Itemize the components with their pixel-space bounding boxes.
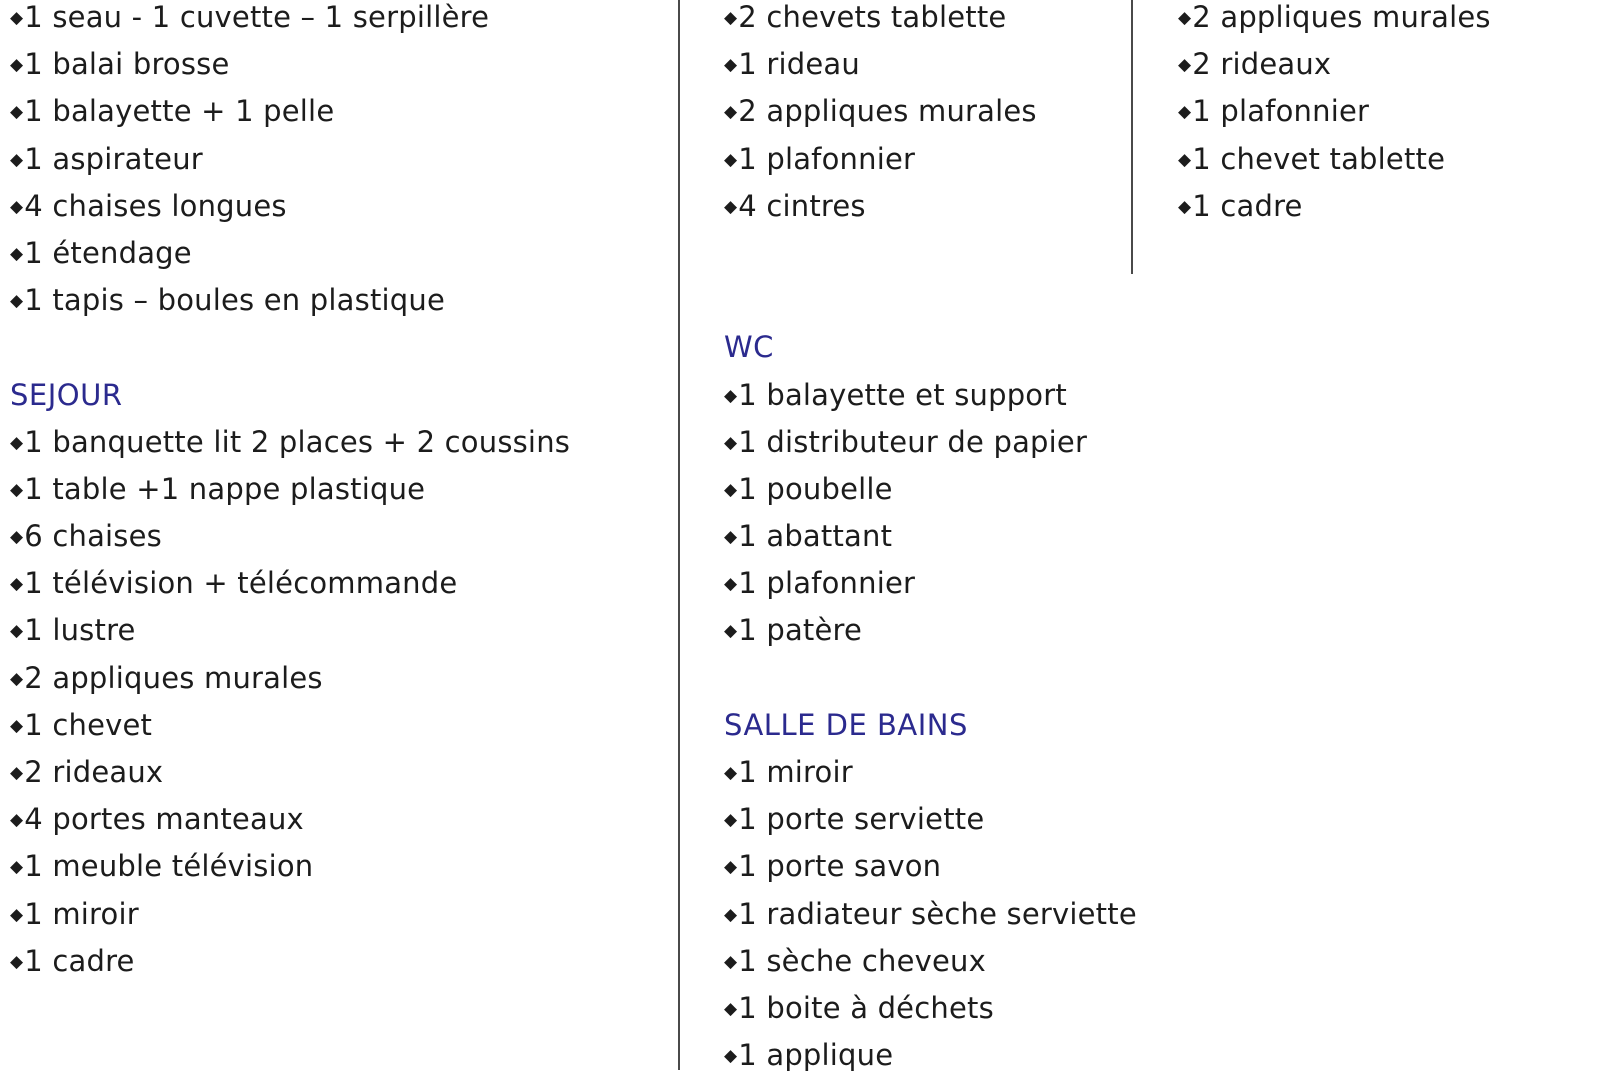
bedroom-items-list	[724, 0, 1124, 230]
bullet-icon: ◆	[724, 810, 738, 831]
bullet-icon: ◆	[10, 951, 24, 972]
list-item: ◆1 radiateur sèche serviette	[724, 896, 1137, 931]
bullet-icon: ◆	[724, 385, 738, 406]
section-title-sejour: SEJOUR	[10, 377, 123, 412]
bullet-icon: ◆	[10, 621, 24, 642]
inventory-column-2	[724, 0, 1137, 1079]
list-item: ◆1 étendage	[10, 235, 192, 270]
wc-items-list	[724, 372, 1124, 655]
bullet-icon: ◆	[10, 668, 24, 689]
bullet-icon: ◆	[10, 432, 24, 453]
bullet-icon: ◆	[1178, 149, 1192, 170]
column-divider-right	[1131, 0, 1133, 274]
bullet-icon: ◆	[724, 55, 738, 76]
list-item: ◆1 télévision + télécommande	[10, 566, 458, 601]
bullet-icon: ◆	[724, 904, 738, 925]
bullet-icon: ◆	[10, 196, 24, 217]
bullet-icon: ◆	[724, 951, 738, 972]
salle-de-bains-items-list	[724, 749, 1137, 1079]
list-item: ◆1 lustre	[10, 613, 136, 648]
list-item: ◆1 seau - 1 cuvette – 1 serpillère	[10, 0, 490, 34]
list-item: ◆4 portes manteaux	[10, 802, 304, 837]
list-item: ◆1 aspirateur	[10, 141, 203, 176]
bullet-icon: ◆	[10, 763, 24, 783]
list-item: ◆2 rideaux	[1178, 47, 1332, 82]
bullet-icon: ◆	[10, 527, 24, 548]
bullet-icon: ◆	[10, 8, 24, 28]
bullet-icon: ◆	[10, 291, 24, 312]
list-item: ◆4 chaises longues	[10, 188, 287, 223]
bullet-icon: ◆	[10, 102, 24, 123]
bullet-icon: ◆	[724, 196, 738, 217]
bullet-icon: ◆	[1178, 8, 1192, 28]
list-item: ◆1 boite à déchets	[724, 990, 994, 1025]
list-item: ◆1 poubelle	[724, 471, 893, 506]
list-item: ◆1 sèche cheveux	[724, 943, 986, 978]
bullet-icon: ◆	[724, 8, 738, 28]
list-item: ◆1 tapis – boules en plastique	[10, 283, 446, 318]
bullet-icon: ◆	[724, 432, 738, 453]
bullet-icon: ◆	[10, 715, 24, 736]
list-item: ◆1 balayette et support	[724, 377, 1067, 412]
section-title-salle-de-bains: SALLE DE BAINS	[724, 707, 968, 742]
list-item: ◆2 rideaux	[10, 755, 164, 789]
column-divider-left	[678, 0, 680, 1070]
list-item: ◆1 distributeur de papier	[724, 424, 1088, 459]
utility-items-list	[10, 0, 650, 324]
bullet-icon: ◆	[724, 621, 738, 642]
bullet-icon: ◆	[1178, 196, 1192, 217]
bullet-icon: ◆	[724, 857, 738, 878]
bullet-icon: ◆	[10, 574, 24, 595]
list-item: ◆1 applique	[724, 1038, 894, 1073]
list-item: ◆1 porte savon	[724, 849, 942, 884]
list-item: ◆1 chevet tablette	[1178, 141, 1446, 176]
bullet-icon: ◆	[724, 574, 738, 595]
list-item: ◆1 plafonnier	[1178, 94, 1370, 129]
bullet-icon: ◆	[10, 904, 24, 925]
inventory-column-1	[10, 0, 650, 985]
list-item: ◆1 table +1 nappe plastique	[10, 471, 426, 506]
list-item: ◆1 banquette lit 2 places + 2 coussins	[10, 424, 571, 459]
bullet-icon: ◆	[10, 810, 24, 831]
list-item: ◆6 chaises	[10, 519, 162, 554]
list-item: ◆1 cadre	[1178, 188, 1303, 223]
list-item: ◆4 cintres	[724, 188, 866, 223]
bullet-icon: ◆	[10, 55, 24, 76]
list-item: ◆1 meuble télévision	[10, 849, 314, 884]
bullet-icon: ◆	[10, 243, 24, 264]
bullet-icon: ◆	[10, 857, 24, 878]
list-item: ◆1 porte serviette	[724, 802, 985, 837]
inventory-column-3	[1178, 0, 1578, 230]
list-item: ◆1 cadre	[10, 943, 135, 978]
bullet-icon: ◆	[1178, 102, 1192, 123]
bullet-icon: ◆	[724, 479, 738, 500]
sejour-items-list	[10, 419, 650, 985]
list-item: ◆1 patère	[724, 613, 863, 648]
bullet-icon: ◆	[724, 998, 738, 1019]
bullet-icon: ◆	[10, 479, 24, 500]
list-item: ◆1 miroir	[724, 755, 853, 789]
list-item: ◆1 chevet	[10, 707, 153, 742]
list-item: ◆1 balai brosse	[10, 47, 230, 82]
list-item: ◆1 rideau	[724, 47, 860, 82]
list-item: ◆1 abattant	[724, 519, 893, 554]
list-item: ◆1 plafonnier	[724, 566, 916, 601]
list-item: ◆1 plafonnier	[724, 141, 916, 176]
bullet-icon: ◆	[724, 527, 738, 548]
list-item: ◆2 chevets tablette	[724, 0, 1007, 34]
bullet-icon: ◆	[1178, 55, 1192, 76]
list-item: ◆1 balayette + 1 pelle	[10, 94, 335, 129]
bullet-icon: ◆	[724, 763, 738, 783]
list-item: ◆2 appliques murales	[10, 660, 323, 695]
bullet-icon: ◆	[724, 1046, 738, 1067]
bullet-icon: ◆	[10, 149, 24, 170]
bullet-icon: ◆	[724, 102, 738, 123]
bedroom-2-items-list	[1178, 0, 1578, 230]
list-item: ◆2 appliques murales	[724, 94, 1037, 129]
section-title-wc: WC	[724, 330, 774, 365]
list-item: ◆1 miroir	[10, 896, 139, 931]
list-item: ◆2 appliques murales	[1178, 0, 1491, 34]
bullet-icon: ◆	[724, 149, 738, 170]
